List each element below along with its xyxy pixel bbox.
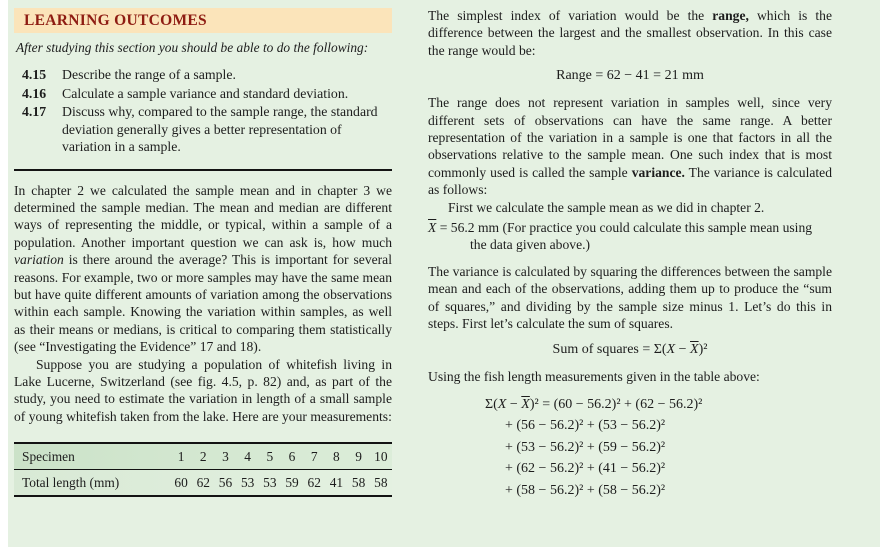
- outcome-number: 4.16: [22, 85, 47, 101]
- paragraph-whitefish-study: Suppose you are studying a population of whitefish living in Lake Lucerne, Switzerland (see fig. 4.5, p. 82) and, as part of the study, you need to estimate the variation in length of a small sample of young whitefish taken from the lake. Here are your measurements:: [14, 356, 392, 424]
- length-value-cell: 58: [374, 475, 388, 491]
- equation-expansion-block: [428, 394, 832, 502]
- line-first-step: First we calculate the sample mean as we did in chapter 2.: [448, 199, 765, 215]
- equation-expansion-line: $\Sigma(X - \overline{X})^2 = (60 - 56.2)^2 + (62 - 56.2)^2$: [485, 396, 703, 412]
- table-row-label: Total length (mm): [22, 475, 120, 491]
- learning-outcome-item: [14, 66, 392, 84]
- table-header-label: Specimen: [14, 443, 170, 470]
- learning-outcomes-title: LEARNING OUTCOMES: [14, 8, 392, 33]
- learning-outcomes-subtitle: After studying this section you should be able to do the following:: [16, 40, 369, 55]
- specimen-number-cell: 7: [303, 443, 325, 470]
- paragraph-variance-steps: The variance is calculated by squaring the differences between the sample mean and each of the observations, adding them up to produce the “sum of squares,” and dividing by the sample size minus 1. Let’s do this in steps. First let’s calculate the sum of squares.: [428, 263, 832, 332]
- specimen-number-cell: 9: [348, 443, 370, 470]
- table-header-row: [14, 443, 392, 470]
- specimen-number-cell: 1: [170, 443, 192, 470]
- specimen-number-cell: 4: [237, 443, 259, 470]
- paragraph-using-measurements: Using the fish length measurements given in the table above:: [428, 368, 760, 384]
- length-value-cell: 62: [196, 475, 210, 491]
- outcome-number: 4.15: [22, 67, 47, 82]
- equation-expansion-line: + (58 − 56.2)² + (58 − 56.2)²: [505, 482, 666, 498]
- specimen-number-cell: 8: [325, 443, 347, 470]
- outcome-text: Describe the range of a sample.: [62, 67, 236, 82]
- outcome-number: 4.17: [22, 104, 47, 119]
- length-value-cell: 53: [263, 475, 277, 491]
- section-divider-rule: [14, 169, 392, 171]
- equation-expansion-line: + (53 − 56.2)² + (59 − 56.2)²: [505, 439, 666, 455]
- equation-sum-of-squares: Sum of squares = $\Sigma(X - \overline{X})^2$: [552, 341, 708, 357]
- specimen-number-cell: 10: [370, 443, 392, 470]
- equation-expansion-line: + (62 − 56.2)² + (41 − 56.2)²: [505, 461, 666, 477]
- paragraph-variance-definition: The range does not represent variation in samples well, since very different sets of observations can have the same range. A better representation of the variation in a sample is one that factors in all the observations relative to the sample mean. One such index that is most commonly used is called the sample variance. The variance is calculated as follows:: [428, 95, 832, 198]
- left-column: [14, 8, 392, 497]
- page-background: [8, 0, 880, 547]
- equation-range: Range = 62 − 41 = 21 mm: [556, 68, 704, 84]
- measurements-table: [14, 442, 392, 497]
- specimen-number-cell: 3: [214, 443, 236, 470]
- table-data-row: [14, 470, 392, 497]
- specimen-number-cell: 6: [281, 443, 303, 470]
- outcome-text: Discuss why, compared to the sample range, the standard deviation generally gives a better representation of variation in a sample.: [62, 104, 378, 154]
- length-value-cell: 62: [307, 475, 321, 491]
- length-value-cell: 58: [351, 475, 366, 491]
- paragraph-range-definition: The simplest index of variation would be the range, which is the difference between the largest and the smallest observation. In this case the range would be:: [428, 8, 832, 58]
- equation-expansion-line: + (56 − 56.2)² + (53 − 56.2)²: [505, 418, 666, 434]
- line-sample-mean: $\overline{X} = 56.2$ mm (For practice you could calculate this sample mean using the data given above.): [428, 220, 813, 253]
- learning-outcome-item: [14, 85, 392, 103]
- outcome-text: Calculate a sample variance and standard deviation.: [62, 85, 349, 101]
- specimen-number-cell: 5: [259, 443, 281, 470]
- length-value-cell: 41: [329, 475, 344, 491]
- learning-outcomes-box: [14, 8, 392, 171]
- length-value-cell: 60: [174, 475, 188, 491]
- length-value-cell: 53: [240, 475, 255, 491]
- right-column: [428, 7, 832, 501]
- specimen-number-cell: 2: [192, 443, 214, 470]
- length-value-cell: 59: [285, 475, 299, 491]
- length-value-cell: 56: [218, 475, 233, 491]
- learning-outcome-item: [14, 103, 392, 156]
- paragraph-variation-intro: In chapter 2 we calculated the sample mean and in chapter 3 we determined the sample median. The mean and median are different ways of representing the middle, or typical, within a sample of a population. Another important question we can ask is, how much variation is there around the average? This is important for several reasons. For example, two or more samples may have the same mean but have quite different amounts of variation among the observations within each sample. Knowing the variation within samples, as well as their means or medians, is critical to comparing them statistically (see “Investigating the Evidence” 17 and 18).: [14, 182, 392, 355]
